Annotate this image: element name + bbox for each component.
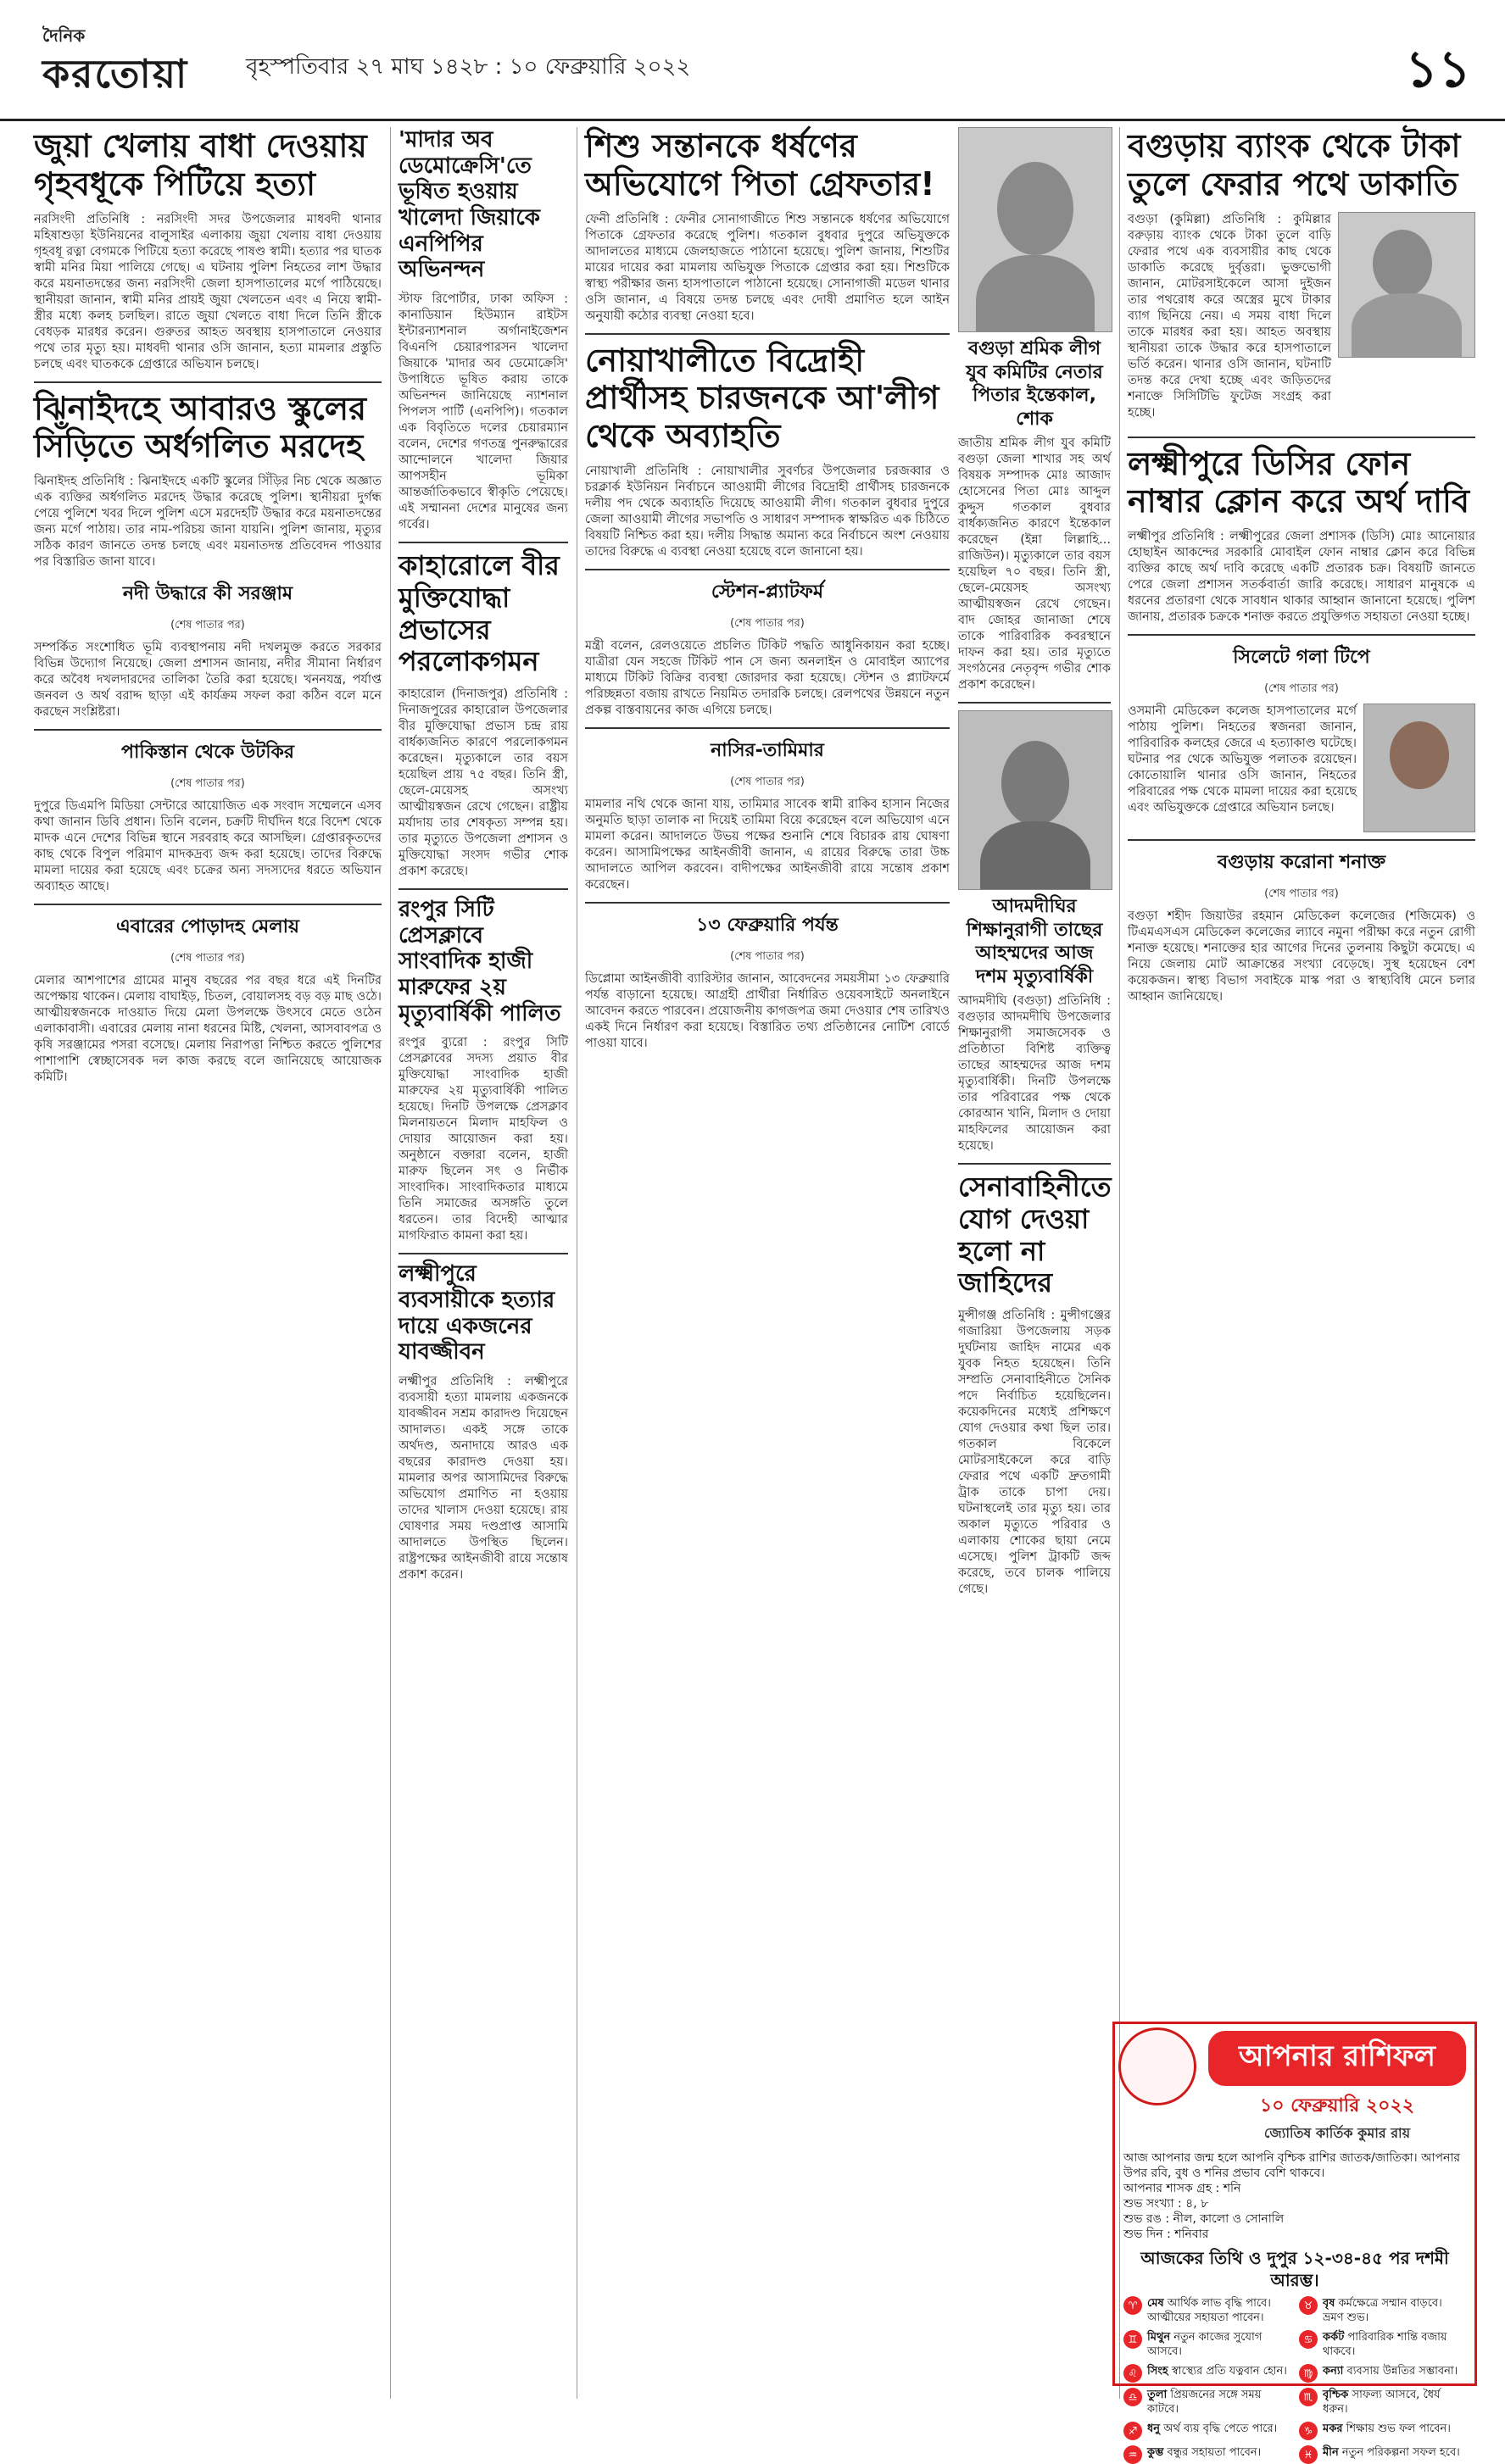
zodiac-item: ♐ ধনু অর্থ ব্যয় বৃদ্ধি পেতে পারে। [1123,2422,1290,2440]
article [1128,642,1475,832]
subheadline: বগুড়ায় করোনা শনাক্ত [1217,852,1386,874]
continuation-note: (শেষ পাতার পর) [170,952,245,965]
headline: নোয়াখালীতে বিদ্রোহী প্রার্থীসহ চারজনকে আ'লীগ থেকে অব্যাহতি [585,341,939,455]
divider [34,904,382,905]
zodiac-sign-icon: ♌ [1123,2364,1142,2383]
page-number: ১১ [1405,40,1471,99]
article [399,897,568,1244]
zodiac-sign-icon: ♐ [1123,2422,1142,2440]
article-body: মন্ত্রী বলেন, রেলওয়েতে প্রচলিত টিকিট পদ্ধতি আধুনিকায়ন করা হচ্ছে। যাত্রীরা যেন সহজে টিকিট পান সে জন্য অনলাইন ও মোবাইল অ্যাপের মাধ্যমে টিকিট বিক্রির ব্যবস্থা জোরদার করা হয়েছে। স্টেশন ও প্ল্যাটফর্মে পরিচ্ছন্নতা বজায় রাখতে নিয়মিত তদারকি চলছে। রেলপথের উন্নয়নে নতুন প্রকল্প বাস্তবায়নের কাজ এগিয়ে চলছে। [585,639,950,718]
article [34,127,382,373]
article [585,127,950,325]
subheadline: নাসির-তামিমার [711,740,824,762]
article [1128,127,1475,430]
zodiac-sign-icon: ♈ [1123,2296,1142,2315]
horoscope-author: জ্যোতিষ কার্তিক কুমার রায় [1263,2125,1411,2141]
headline: লক্ষ্মীপুরে ডিসির ফোন নাম্বার ক্লোন করে অর্থ দাবি [1128,444,1470,520]
article-body: আদমদীঘি (বগুড়া) প্রতিনিধি : বগুড়ার আদমদীঘি উপজেলার শিক্ষানুরাগী সমাজসেবক ও প্রতিষ্ঠাতা বিশিষ্ট ব্যক্তিত্ব তাছের আহম্মদের আজ দশম মৃত্যুবার্ষিকী। দিনটি উপলক্ষে তার পরিবারের পক্ষ থেকে কোরআন খানি, মিলাদ ও দোয়া মাহফিলের আয়োজন করা হয়েছে। [958,994,1111,1153]
divider [585,569,950,570]
divider [585,333,950,335]
horoscope-detail: শুভ দিন : শনিবার [1123,2228,1209,2241]
horoscope-detail: শুভ রঙ : নীল, কালো ও সোনালি [1123,2212,1285,2226]
article-body: লক্ষ্মীপুর প্রতিনিধি : লক্ষ্মীপুরের জেলা প্রশাসক (ডিসি) মোঃ আনোয়ার হোছাইন আকন্দের সরকারি মোবাইল ফোন নাম্বার ক্লোন করে বিভিন্ন ব্যক্তির কাছে অর্থ দাবি করেছে একটি প্রতারক চক্র। বিষয়টি জানতে পেরে জেলা প্রশাসন সতর্কবার্তা জারি করেছে। সাধারণ মানুষকে এ ধরনের প্রতারণা থেকে সাবধান থাকার আহ্বান জানানো হয়েছে। পুলিশ জানায়, প্রতারক চক্রকে শনাক্ত করতে প্রযুক্তিগত সহায়তা নেওয়া হচ্ছে। [1128,530,1475,625]
continuation-note: (শেষ পাতার পর) [1264,682,1339,696]
zodiac-item: ♓ মীন নতুন পরিকল্পনা সফল হবে। [1299,2445,1466,2464]
zodiac-item: ♑ মকর শিক্ষায় শুভ ফল পাবেন। [1299,2422,1466,2440]
continuation-note: (শেষ পাতার পর) [170,619,245,632]
headline: সেনাবাহিনীতে যোগ দেওয়া হলো না জাহিদের [958,1171,1112,1299]
horoscope-highlight: আজকের তিথি ও দুপুর ১২-৩৪-৪৫ পর দশমী আরম্ভ। [1140,2248,1449,2290]
article-body: জাতীয় শ্রমিক লীগ যুব কমিটি বগুড়া জেলা শাখার সহ অর্থ বিষয়ক সম্পাদক মোঃ আজাদ হোসেনের পিতা মোঃ আব্দুল কুদ্দুস গতকাল বুধবার বার্ধক্যজনিত কারণে ইন্তেকাল করেছেন (ইন্না লিল্লাহি... রাজিউন)। মৃত্যুকালে তার বয়স হয়েছিল ৭০ বছর। তিনি স্ত্রী, ছেলে-মেয়েসহ অসংখ্য আত্মীয়স্বজন রেখে গেছেন। বাদ জোহর জানাজা শেষে তাকে পারিবারিক কবরস্থানে দাফন করা হয়। তার মৃত্যুতে সংগঠনের নেতৃবৃন্দ গভীর শোক প্রকাশ করেছেন। [958,437,1111,692]
divider [399,888,568,890]
continuation-note: (শেষ পাতার পর) [730,617,805,631]
headline: কাহারোলে বীর মুক্তিযোদ্ধা প্রভাসের পরলোকগমন [399,549,560,678]
article-body: সম্পর্কিত সংশোধিত ভূমি ব্যবস্থাপনায় নদী দখলমুক্ত করতে সরকার বিভিন্ন উদ্যোগ নিয়েছে। জেলা প্রশাসন জানায়, নদীর সীমানা নির্ধারণ করে অবৈধ দখলদারদের তালিকা তৈরি করা হয়েছে। খননযন্ত্র, পর্যাপ্ত জনবল ও অর্থ বরাদ্দ ছাড়া এই কার্যক্রম সফল করা কঠিন বলে মনে করছেন সংশ্লিষ্টরা। [34,641,382,720]
zodiac-sign-icon: ♍ [1299,2364,1318,2383]
zodiac-item: ♋ কর্কট পারিবারিক শান্তি বজায় থাকবে। [1299,2330,1466,2359]
zodiac-sign-icon: ♏ [1299,2388,1318,2406]
column-divider [390,127,391,2399]
zodiac-sign-icon: ♑ [1299,2422,1318,2440]
article-body: মেলার আশপাশের গ্রামের মানুষ বছরের পর বছর ধরে এই দিনটির অপেক্ষায় থাকেন। মেলায় বাঘাইড়, চিতল, বোয়ালসহ বড় বড় মাছ ওঠে। আত্মীয়স্বজনকে দাওয়াত দিয়ে মেলা উপলক্ষে উৎসবে মেতে ওঠেন এলাকাবাসী। এবারের মেলায় নানা ধরনের মিষ্টি, খেলনা, আসবাবপত্র ও কৃষি সরঞ্জামের পসরা বসেছে। মেলায় নিরাপত্তা নিশ্চিত করতে পুলিশের পাশাপাশি স্বেচ্ছাসেবক দল কাজ করছে বলে জানিয়েছে আয়োজক কমিটি। [34,974,382,1085]
article-body: বগুড়া (কুমিল্লা) প্রতিনিধি : কুমিল্লার বরুড়ায় ব্যাংক থেকে টাকা তুলে বাড়ি ফেরার পথে এক ব্যবসায়ীর কাছ থেকে ডাকাতি করেছে দুর্বৃত্তরা। ভুক্তভোগী জানান, মোটরসাইকেলে আসা দুইজন তার পথরোধ করে অস্ত্রের মুখে টাকার ব্যাগ ছিনিয়ে নেয়। এ সময় বাধা দিলে তাকে মারধর করা হয়। আহত অবস্থায় স্থানীয়রা তাকে উদ্ধার করে হাসপাতালে ভর্তি করেন। থানার ওসি জানান, ঘটনাটি তদন্ত করে দেখা হচ্ছে এবং জড়িতদের শনাক্তে সিসিটিভি ফুটেজ সংগ্রহ করা হচ্ছে। [1128,212,1331,420]
article-body: মুন্সীগঞ্জ প্রতিনিধি : মুন্সীগঞ্জের গজারিয়া উপজেলায় সড়ক দুর্ঘটনায় জাহিদ নামের এক যুবক নিহত হয়েছেন। তিনি সম্প্রতি সেনাবাহিনীতে সৈনিক পদে নির্বাচিত হয়েছিলেন। কয়েকদিনের মধ্যেই প্রশিক্ষণে যোগ দেওয়ার কথা ছিল তার। গতকাল বিকেলে মোটরসাইকেলে করে বাড়ি ফেরার পথে একটি দ্রুতগামী ট্রাক তাকে চাপা দেয়। ঘটনাস্থলেই তার মৃত্যু হয়। তার অকাল মৃত্যুতে পরিবার ও এলাকায় শোকের ছায়া নেমে এসেছে। পুলিশ ট্রাকটি জব্দ করেছে, তবে চালক পালিয়ে গেছে। [958,1309,1111,1596]
horoscope-detail: শুভ সংখ্যা : ৪, ৮ [1123,2197,1209,2211]
article [399,1261,568,1583]
article [1128,445,1475,626]
article-body: কাহারোল (দিনাজপুর) প্রতিনিধি : দিনাজপুরের কাহারোল উপজেলার বীর মুক্তিযোদ্ধা প্রভাস চন্দ্র রায় বার্ধক্যজনিত কারণে পরলোকগমন করেছেন। মৃত্যুকালে তার বয়স হয়েছিল প্রায় ৭৫ বছর। তিনি স্ত্রী, ছেলে-মেয়েসহ অসংখ্য আত্মীয়স্বজন রেখে গেছেন। রাষ্ট্রীয় মর্যাদায় তার শেষকৃত্য সম্পন্ন হয়। তার মৃত্যুতে উপজেলা প্রশাসন ও মুক্তিযোদ্ধা সংসদ গভীর শোক প্রকাশ করেছে। [399,687,568,879]
article-body: ঝিনাইদহ প্রতিনিধি : ঝিনাইদহে একটি স্কুলের সিঁড়ির নিচ থেকে অজ্ঞাত এক ব্যক্তির অর্ধগলিত মরদেহ উদ্ধার করেছে পুলিশ। স্থানীয়রা দুর্গন্ধ পেয়ে পুলিশে খবর দিলে পুলিশ এসে মরদেহটি উদ্ধার করে ময়নাতদন্তের জন্য মর্গে পাঠায়। তার নাম-পরিচয় জানা যায়নি। পুলিশ জানায়, মৃত্যুর সঠিক কারণ জানতে তদন্ত চলছে এবং ময়নাতদন্ত প্রতিবেদন পাওয়ার পর বিস্তারিত জানা যাবে। [34,475,382,570]
article-body: ফেনী প্রতিনিধি : ফেনীর সোনাগাজীতে শিশু সন্তানকে ধর্ষণের অভিযোগে পিতাকে গ্রেফতার করেছে পুলিশ। গতকাল বুধবার দুপুরে অভিযুক্তকে আদালতের মাধ্যমে জেলহাজতে পাঠানো হয়েছে। পুলিশ জানায়, শিশুটির মায়ের দায়ের করা মামলায় অভিযুক্ত পিতাকে গ্রেপ্তার করা হয়। শিশুটিকে স্বাস্থ্য পরীক্ষার জন্য হাসপাতালে পাঠানো হয়েছে। সোনাগাজী মডেল থানার ওসি জানান, এ বিষয়ে তদন্ত চলছে এবং দোষী প্রমাণিত হলে আইন অনুযায়ী কঠোর ব্যবস্থা নেওয়া হবে। [585,212,950,323]
zodiac-sign-icon: ♊ [1123,2330,1142,2349]
horoscope-detail: আপনার শাসক গ্রহ : শনি [1123,2182,1241,2195]
article [34,737,382,895]
article-body: স্টাফ রিপোর্টার, ঢাকা অফিস : কানাডিয়ান হিউম্যান রাইটস ইন্টারন্যাশনাল অর্গানাইজেশন বিএনপি চেয়ারপারসন খালেদা জিয়াকে 'মাদার অব ডেমোক্রেসি' উপাধিতে ভূষিত করায় তাকে অভিনন্দন জানিয়েছে ন্যাশনাল পিপলস পার্টি (এনপিপি)। গতকাল এক বিবৃতিতে দলের চেয়ারম্যান বলেন, দেশের গণতন্ত্র পুনরুদ্ধারের আন্দোলনে খালেদা জিয়ার আপসহীন ভূমিকা আন্তর্জাতিকভাবে স্বীকৃতি পেয়েছে। এই সম্মাননা দেশের মানুষের জন্য গর্বের। [399,292,568,532]
zodiac-item: ♏ বৃশ্চিক সাফল্য আসবে, ধৈর্য ধরুন। [1299,2388,1466,2417]
article-body: ডিপ্লোমা আইনজীবী ব্যারিস্টার জানান, আবেদনের সময়সীমা ১৩ ফেব্রুয়ারি পর্যন্ত বাড়ানো হয়েছে। আগ্রহী প্রার্থীরা নির্ধারিত ওয়েবসাইটে অনলাইনে আবেদন করতে পারবেন। প্রয়োজনীয় কাগজপত্র জমা দেওয়ার শেষ তারিখও একই দিনে নির্ধারণ করা হয়েছে। বিস্তারিত তথ্য প্রতিষ্ঠানের নোটিশ বোর্ডে পাওয়া যাবে। [585,972,950,1051]
headline: 'মাদার অব ডেমোক্রেসি'তে ভূষিত হওয়ায় খালেদা জিয়াকে এনপিপির অভিনন্দন [399,127,540,283]
horoscope-box [1112,2022,1477,2461]
article-body: বগুড়া শহীদ জিয়াউর রহমান মেডিকেল কলেজের (শজিমেক) ও টিএমএসএস মেডিকেল কলেজের ল্যাবে নমুনা পরীক্ষা করে নতুন রোগী শনাক্ত হয়েছে। শনাক্তের হার আগের দিনের তুলনায় কিছুটা কমেছে। এ নিয়ে জেলায় মোট আক্রান্তের সংখ্যা বেড়েছে। সুস্থ হয়েছেন বেশ কয়েকজন। স্বাস্থ্য বিভাগ সবাইকে মাস্ক পরা ও স্বাস্থ্যবিধি মেনে চলার আহ্বান জানিয়েছে। [1128,909,1475,1004]
masthead [0,0,1505,121]
zodiac-sign-icon: ♎ [1123,2388,1142,2406]
headline: জুয়া খেলায় বাধা দেওয়ায় গৃহবধূকে পিটিয়ে হত্যা [34,127,367,203]
divider [585,727,950,729]
divider [585,902,950,904]
divider [1128,839,1475,841]
zodiac-item: ♉ বৃষ কর্মক্ষেত্রে সম্মান বাড়বে। ভ্রমণ শুভ। [1299,2296,1466,2325]
continuation-note: (শেষ পাতার পর) [170,777,245,791]
article [585,577,950,719]
article [585,342,950,560]
continuation-note: (শেষ পাতার পর) [730,950,805,964]
headline: লক্ষ্মীপুরে ব্যবসায়ীকে হত্যার দায়ে একজনের যাবজ্জীবন [399,1261,555,1365]
zodiac-sign-icon: ♓ [1299,2445,1318,2464]
zodiac-item: ♈ মেষ আর্থিক লাভ বৃদ্ধি পাবে। আত্মীয়ের সহায়তা পাবেন। [1123,2296,1290,2325]
photo-caption-headline: বগুড়া শ্রমিক লীগ যুব কমিটির নেতার পিতার ইন্তেকাল, শোক [966,338,1103,430]
article [585,736,950,893]
zodiac-item: ♌ সিংহ স্বাস্থ্যের প্রতি যত্নবান হোন। [1123,2364,1290,2383]
zodiac-item: ♒ কুম্ভ বন্ধুর সহায়তা পাবেন। [1123,2445,1290,2464]
article-body: রংপুর ব্যুরো : রংপুর সিটি প্রেসক্লাবের সদস্য প্রয়াত বীর মুক্তিযোদ্ধা সাংবাদিক হাজী মারুফের ২য় মৃত্যুবার্ষিকী পালিত হয়েছে। দিনটি উপলক্ষে প্রেসক্লাব মিলনায়তনে মিলাদ মাহফিল ও দোয়ার আয়োজন করা হয়। অনুষ্ঠানে বক্তারা বলেন, হাজী মারুফ ছিলেন সৎ ও নির্ভীক সাংবাদিক। সাংবাদিকতার মাধ্যমে তিনি সমাজের অসঙ্গতি তুলে ধরতেন। তার বিদেহী আত্মার মাগফিরাত কামনা করা হয়। [399,1036,568,1243]
dateline: বৃহস্পতিবার ২৭ মাঘ ১৪২৮ : ১০ ফেব্রুয়ারি ২০২২ [246,54,691,80]
horoscope-title: আপনার রাশিফল [1208,2031,1466,2086]
newspaper-logo [42,24,237,98]
article [34,390,382,721]
zodiac-sign-icon: ♉ [1299,2296,1318,2315]
column-1 [34,127,382,1094]
portrait-photo [958,710,1112,890]
zodiac-grid [1123,2296,1466,2464]
continuation-note: (শেষ পাতার পর) [1264,887,1339,901]
continuation-note: (শেষ পাতার পর) [730,776,805,789]
subheadline: স্টেশন-প্ল্যাটফর্ম [711,581,824,603]
article-body: দুপুরে ডিএমপি মিডিয়া সেন্টারে আয়োজিত এক সংবাদ সম্মেলনে এসব কথা জানান ডিবি প্রধান। তিনি বলেন, চক্রটি দীর্ঘদিন ধরে বিদেশ থেকে মাদক এনে দেশের বিভিন্ন স্থানে সরবরাহ করে আসছিল। গ্রেপ্তারকৃতদের কাছ থেকে বিপুল পরিমাণ মাদকদ্রব্য জব্দ করা হয়েছে। তাদের বিরুদ্ধে মামলা দায়ের করা হয়েছে এবং চক্রের অন্য সদস্যদের ধরতে অভিযান অব্যাহত আছে। [34,799,382,894]
article [585,910,950,1052]
column-4 [958,127,1111,1606]
subheadline: পাকিস্তান থেকে উটকির [121,742,294,764]
article [34,912,382,1086]
column-2 [399,127,568,1592]
logo-small-text: দৈনিক [42,25,86,46]
article-body: লক্ষ্মীপুর প্রতিনিধি : লক্ষ্মীপুরে ব্যবসায়ী হত্যা মামলায় একজনকে যাবজ্জীবন সশ্রম কারাদণ্ড দিয়েছেন আদালত। একই সঙ্গে তাকে অর্থদণ্ড, অনাদায়ে আরও এক বছরের কারাদণ্ড দেওয়া হয়। মামলার অপর আসামিদের বিরুদ্ধে অভিযোগ প্রমাণিত না হওয়ায় তাদের খালাস দেওয়া হয়েছে। রায় ঘোষণার সময় দণ্ডপ্রাপ্ত আসামি আদালতে উপস্থিত ছিলেন। রাষ্ট্রপক্ষের আইনজীবী রায়ে সন্তোষ প্রকাশ করেন। [399,1375,568,1582]
divider [399,1253,568,1254]
news-photo [1338,212,1475,358]
zodiac-sign-icon: ♒ [1123,2445,1142,2464]
headline: শিশু সন্তানকে ধর্ষণের অভিযোগে পিতা গ্রেফতার! [585,127,935,203]
horoscope-date: ১০ ফেব্রুয়ারি ২০২২ [1259,2095,1415,2116]
divider [958,1163,1111,1165]
portrait-photo [958,127,1112,332]
article [399,127,568,533]
article [1128,848,1475,1005]
subheadline: নদী উদ্ধারে কী সরঞ্জাম [122,583,293,605]
zodiac-wheel-icon [1118,2027,1196,2105]
subheadline: এবারের পোড়াদহ মেলায় [115,916,300,938]
article-body: মামলার নথি থেকে জানা যায়, তামিমার সাবেক স্বামী রাকিব হাসান নিজের অনুমতি ছাড়া তালাক না দিয়েই তামিমা বিয়ে করেছেন বলে অভিযোগ এনে মামলা করেন। আদালতে উভয় পক্ষের শুনানি শেষে বিচারক রায় ঘোষণা করেন। আসামিপক্ষের আইনজীবী জানান, এ রায়ের বিরুদ্ধে তারা উচ্চ আদালতে আপিল করবেন। বাদীপক্ষের আইনজীবী রায়ে সন্তোষ প্রকাশ করেছেন। [585,798,950,893]
divider [34,381,382,383]
zodiac-sign-icon: ♋ [1299,2330,1318,2349]
article [399,550,568,880]
subheadline: সিলেটে গলা টিপে [1233,647,1370,669]
divider [34,729,382,731]
headline: ঝিনাইদহে আবারও স্কুলের সিঁড়িতে অর্ধগলিত মরদেহ [34,389,366,465]
article-body: নোয়াখালী প্রতিনিধি : নোয়াখালীর সুবর্ণচর উপজেলার চরজব্বার ও চরক্লার্ক ইউনিয়ন নির্বাচনে আওয়ামী লীগের বিদ্রোহী প্রার্থীসহ চারজনকে দলীয় পদ থেকে অব্যাহতি দিয়েছে আওয়ামী লীগ। গতকাল বুধবার দুপুরে জেলা আওয়ামী লীগের সভাপতি ও সাধারণ সম্পাদক স্বাক্ষরিত এক চিঠিতে বিষয়টি নিশ্চিত করা হয়। দলীয় সিদ্ধান্ত অমান্য করে নির্বাচনে অংশ নেওয়ায় তাদের বিরুদ্ধে এ ব্যবস্থা নেওয়া হয়েছে বলে জানানো হয়। [585,464,950,559]
photo-caption-headline: আদমদীঘির শিক্ষানুরাগী তাছের আহম্মদের আজ দশম মৃত্যুবার্ষিকী [966,896,1103,987]
zodiac-item: ♍ কন্যা ব্যবসায় উন্নতির সম্ভাবনা। [1299,2364,1466,2383]
horoscope-intro: আজ আপনার জন্ম হলে আপনি বৃশ্চিক রাশির জাতক/জাতিকা। আপনার উপর রবি, বুধ ও শনির প্রভাব বেশি থাকবে। [1123,2151,1461,2180]
logo-name: করতোয়া [42,51,189,97]
zodiac-item: ♎ তুলা প্রিয়জনের সঙ্গে সময় কাটবে। [1123,2388,1290,2417]
divider [1128,634,1475,636]
divider [399,542,568,543]
headline: বগুড়ায় ব্যাংক থেকে টাকা তুলে ফেরার পথে ডাকাতি [1128,127,1461,203]
subheadline: ১৩ ফেব্রুয়ারি পর্যন্ত [696,915,839,937]
column-3 [585,127,950,1060]
divider [1128,437,1475,438]
divider [958,702,1111,704]
news-photo [1363,704,1475,832]
article-body: ওসমানী মেডিকেল কলেজ হাসপাতালের মর্গে পাঠায় পুলিশ। নিহতের স্বজনরা জানান, পারিবারিক কলহের জেরে এ হত্যাকাণ্ড ঘটেছে। ঘটনার পর থেকে অভিযুক্ত পলাতক রয়েছেন। কোতোয়ালি থানার ওসি জানান, নিহতের পরিবারের পক্ষ থেকে মামলা দায়ের করা হয়েছে এবং অভিযুক্তকে গ্রেপ্তারে অভিযান চলছে। [1128,704,1357,815]
headline: রংপুর সিটি প্রেসক্লাবে সাংবাদিক হাজী মারুফের ২য় মৃত্যুবার্ষিকী পালিত [399,897,561,1026]
article-body: নরসিংদী প্রতিনিধি : নরসিংদী সদর উপজেলার মাধবদী থানার মহিষাশুড়া ইউনিয়নের বালুসাইর এলাকায় জুয়া খেলায় বাধা দেওয়ায় গৃহবধূ রত্না বেগমকে পিটিয়ে হত্যা করেছে পাষণ্ড স্বামী। হত্যার পর ঘাতক স্বামী মনির মিয়া পালিয়ে গেছে। এ ঘটনায় পুলিশ নিহতের লাশ উদ্ধার করে ময়নাতদন্তের জন্য নরসিংদী জেলা হাসপাতালের মর্গে পাঠিয়েছে। স্থানীয়রা জানান, স্বামী মনির প্রায়ই জুয়া খেলতেন এবং এ নিয়ে স্বামী-স্ত্রীর মধ্যে কলহ চলছিল। রাতে জুয়া খেলতে বাধা দিলে তিনি স্ত্রীকে বেধড়ক মারধর করেন। গুরুতর আহত অবস্থায় হাসপাতালে নেওয়ার পথে তার মৃত্যু হয়। মাধবদী থানার ওসি জানান, হত্যা মামলার প্রস্তুতি চলছে এবং ঘাতককে গ্রেপ্তারে অভিযান চলছে। [34,212,382,371]
column-5 [1128,127,1475,1014]
zodiac-item: ♊ মিথুন নতুন কাজের সুযোগ আসবে। [1123,2330,1290,2359]
